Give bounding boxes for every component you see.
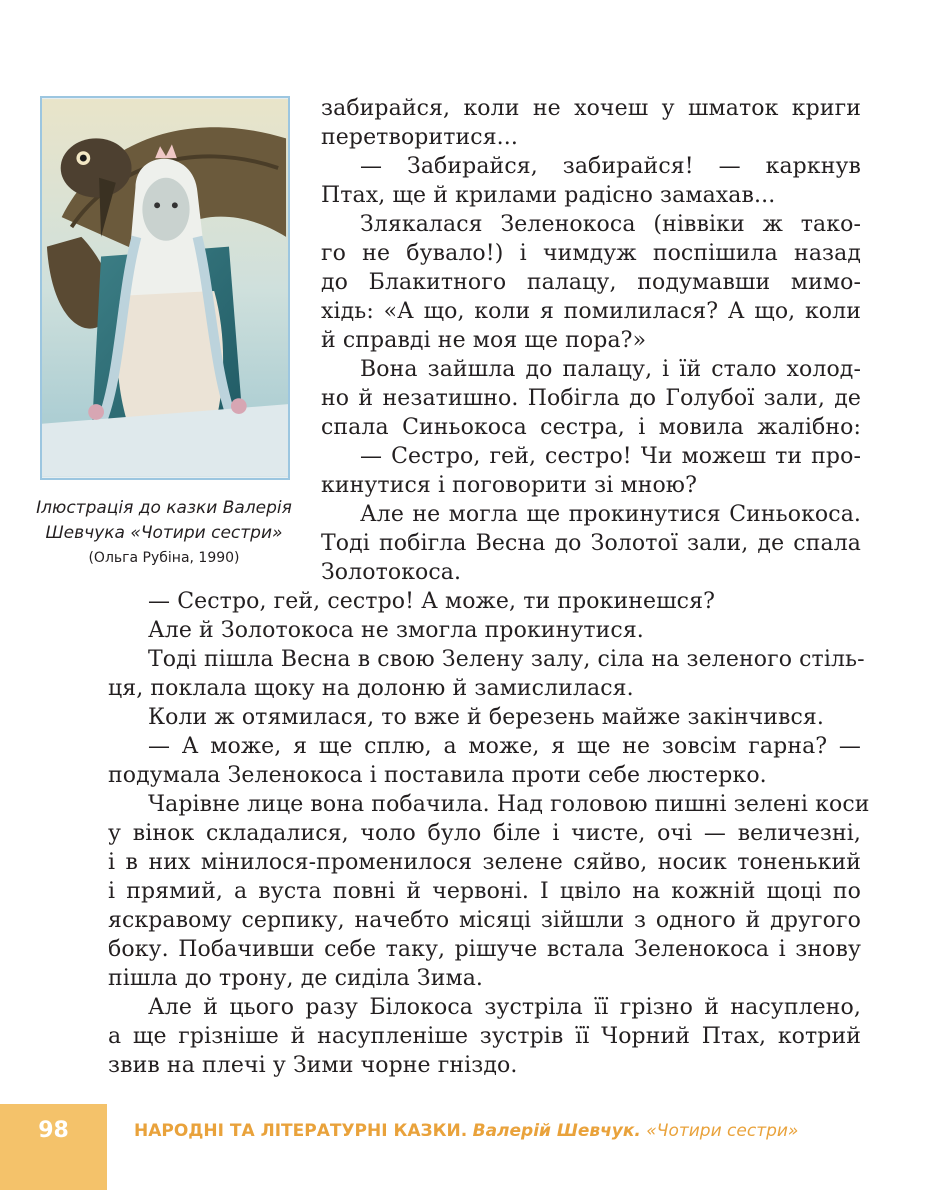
page-number: 98 xyxy=(38,1118,69,1143)
text-line: Але й Золотокоса не змогла прокинутися. xyxy=(148,618,644,643)
text-line: у вінок складалися, чоло було біле і чисте, очі — величезні, xyxy=(108,821,861,846)
running-head-work: «Чотири сестри» xyxy=(646,1121,799,1141)
illustration xyxy=(40,96,290,480)
text-line: звив на плечі у Зими чорне гніздо. xyxy=(108,1053,518,1078)
text-line: пішла до трону, де сиділа Зима. xyxy=(108,966,484,991)
text-line: но й незатишно. Побігла до Голубої зали, де xyxy=(321,386,861,411)
text-line: Вона зайшла до палацу, і їй стало холод- xyxy=(360,357,861,382)
text-line: боку. Побачивши себе таку, рішуче встала Зеленокоса і знову xyxy=(108,937,861,962)
illustration-image xyxy=(42,98,288,478)
text-line: го не бувало!) і чимдуж поспішила назад xyxy=(321,241,861,266)
text-line: ця, поклала щоку на долоню й замислилася. xyxy=(108,676,634,701)
text-line: і в них мінилося-променилося зелене сяйво, носик тоненький xyxy=(108,850,861,875)
text-line: забирайся, коли не хочеш у шматок криги xyxy=(321,96,861,121)
text-line: й справді не моя ще пора?» xyxy=(321,328,647,353)
text-line: — Забирайся, забирайся! — каркнув xyxy=(360,154,861,179)
page-number-tab xyxy=(0,1104,107,1190)
text-line: спала Синьокоса сестра, і мовила жалібно: xyxy=(321,415,861,440)
text-line: Коли ж отямилася, то вже й березень майже закінчився. xyxy=(148,705,824,730)
illustration-caption xyxy=(30,496,298,571)
text-line: хідь: «А що, коли я помилилася? А що, коли xyxy=(321,299,861,324)
text-line: Чарівне лице вона побачила. Над головою пишні зелені коси xyxy=(148,792,870,817)
caption-credit: (Ольга Рубіна, 1990) xyxy=(88,550,240,566)
text-line: Але не могла ще прокинутися Синьокоса. xyxy=(360,502,861,527)
text-line: Але й цього разу Білокоса зустріла її грізно й насуплено, xyxy=(148,995,861,1020)
text-line: Птах, ще й крилами радісно замахав... xyxy=(321,183,776,208)
running-head-author: Валерій Шевчук. xyxy=(472,1121,641,1141)
text-line: — Сестро, гей, сестро! А може, ти прокинешся? xyxy=(148,589,715,614)
text-line: Тоді пішла Весна в свою Зелену залу, сіла на зеленого стіль- xyxy=(148,647,865,672)
running-head xyxy=(134,1121,798,1141)
text-line: — А може, я ще сплю, а може, я ще не зовсім гарна? — xyxy=(148,734,861,759)
text-line: і прямий, а вуста повні й червоні. І цвіло на кожній щоці по xyxy=(108,879,861,904)
caption-main: Ілюстрація до казки Валерія Шевчука «Чотири сестри» xyxy=(36,498,292,543)
text-line: а ще грізніше й насупленіше зустрів її Чорний Птах, котрий xyxy=(108,1024,861,1049)
text-line: кинутися і поговорити зі мною? xyxy=(321,473,697,498)
text-line: яскравому серпику, начебто місяці зійшли з одного й другого xyxy=(108,908,861,933)
text-line: Золотокоса. xyxy=(321,560,462,585)
text-line: — Сестро, гей, сестро! Чи можеш ти про- xyxy=(360,444,861,469)
text-line: до Блакитного палацу, подумавши мимо- xyxy=(321,270,861,295)
text-line: перетворитися... xyxy=(321,125,518,150)
text-line: Злякалася Зеленокоса (ніввіки ж тако- xyxy=(360,212,861,237)
running-head-section: НАРОДНІ ТА ЛІТЕРАТУРНІ КАЗКИ. xyxy=(134,1121,468,1141)
text-line: Тоді побігла Весна до Золотої зали, де спала xyxy=(321,531,861,556)
text-line: подумала Зеленокоса і поставила проти себе люстерко. xyxy=(108,763,767,788)
